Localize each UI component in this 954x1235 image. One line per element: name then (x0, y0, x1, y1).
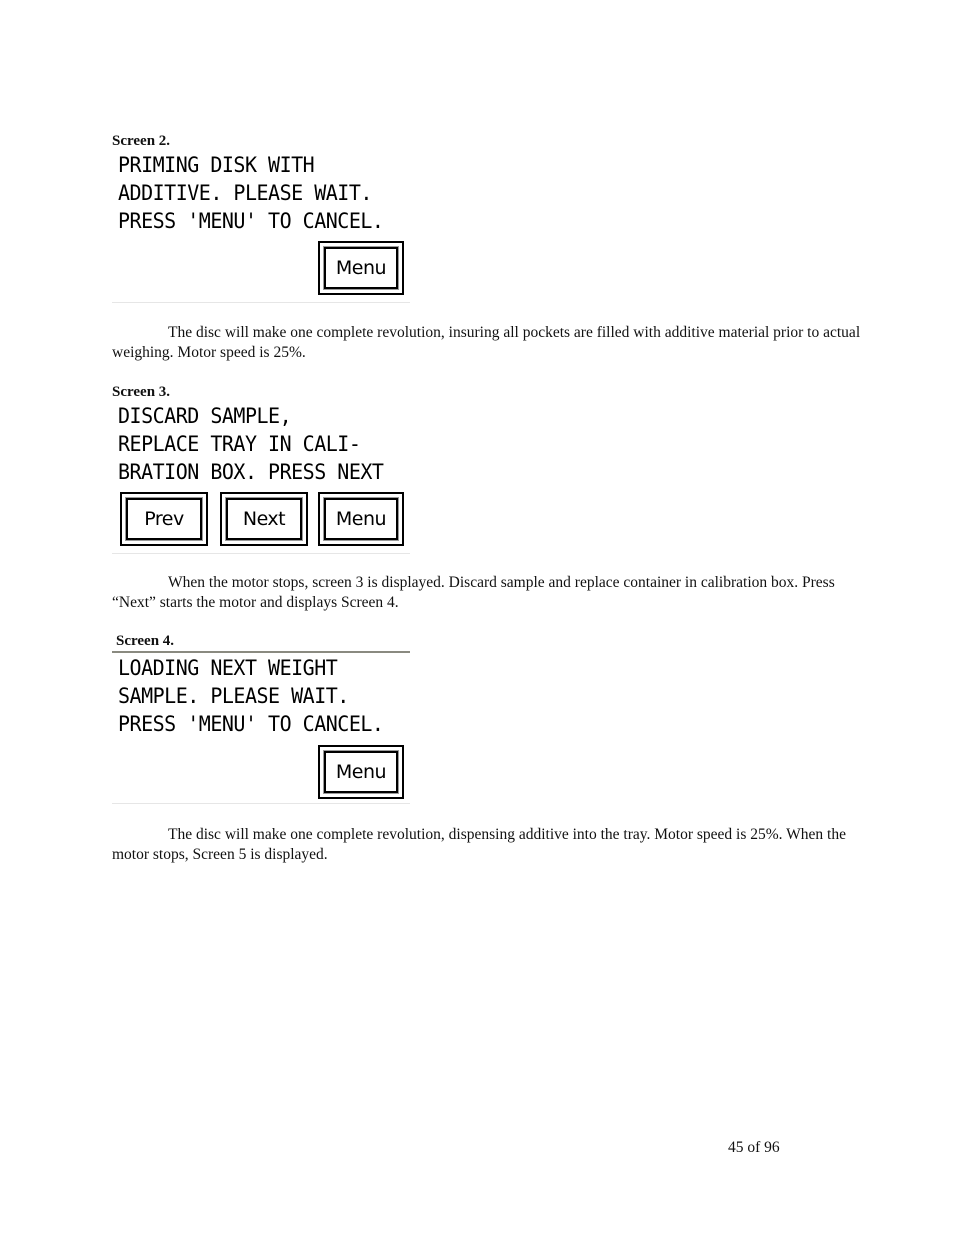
screen-2-display (112, 152, 410, 303)
page-number: 45 of 96 (728, 1139, 780, 1156)
paragraph-2: When the motor stops, screen 3 is displayed. Discard sample and replace container in calibration box. Press “Next” starts the motor and displays Screen 4. (112, 574, 835, 611)
screen-3-prev-button[interactable]: Prev (120, 492, 208, 546)
screen-2-menu-button[interactable]: Menu (318, 241, 404, 295)
paragraph-1: The disc will make one complete revolution, insuring all pockets are filled with additive material prior to actual weighing. Motor speed is 25%. (112, 324, 861, 361)
screen-3-line-1: DISCARD SAMPLE, (118, 403, 292, 429)
screen-3-caption: Screen 3. (112, 384, 171, 400)
screen-3-menu-button[interactable]: Menu (318, 492, 404, 546)
screen-3-line-3: BRATION BOX. PRESS NEXT (118, 459, 384, 485)
screen-2-line-2: ADDITIVE. PLEASE WAIT. (118, 180, 372, 206)
paragraph-3: The disc will make one complete revolution, dispensing additive into the tray. Motor speed is 25%. When the motor stops, Screen 5 is displayed. (112, 826, 846, 863)
screen-3-line-2: REPLACE TRAY IN CALI- (118, 431, 361, 457)
screen-2-line-1: PRIMING DISK WITH (118, 152, 315, 178)
screen-3-next-button[interactable]: Next (220, 492, 308, 546)
screen-2-line-3: PRESS 'MENU' TO CANCEL. (118, 208, 384, 234)
screen-4-display (112, 651, 410, 804)
screen-4-menu-button[interactable]: Menu (318, 745, 404, 799)
screen-3-display (112, 403, 410, 554)
screen-4-caption: Screen 4. (116, 633, 175, 649)
screen-4-line-3: PRESS 'MENU' TO CANCEL. (118, 711, 384, 737)
screen-4-line-1: LOADING NEXT WEIGHT (118, 655, 338, 681)
screen-2-caption: Screen 2. (112, 133, 171, 149)
screen-4-line-2: SAMPLE. PLEASE WAIT. (118, 683, 349, 709)
